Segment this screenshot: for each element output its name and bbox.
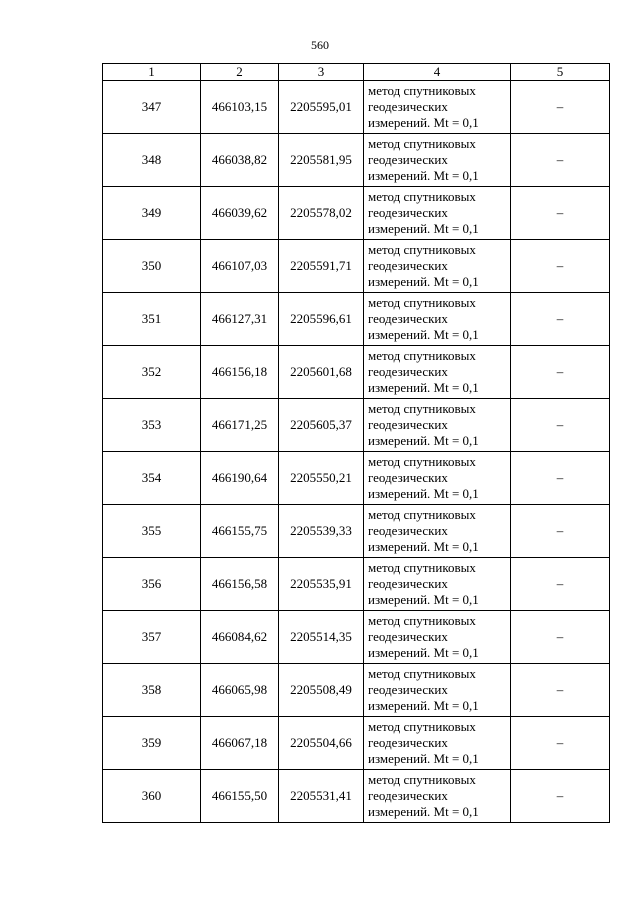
- method-cell: [364, 81, 511, 134]
- table-row: [103, 558, 610, 611]
- x-coordinate-cell: 466155,75: [201, 505, 279, 558]
- column-header: 1: [103, 64, 201, 81]
- y-coordinate-cell: 2205550,21: [279, 452, 364, 505]
- note-cell: –: [511, 187, 610, 240]
- y-coordinate-cell: 2205605,37: [279, 399, 364, 452]
- point-number-cell: 347: [103, 81, 201, 134]
- method-line: геодезических: [368, 788, 448, 803]
- method-cell: [364, 399, 511, 452]
- method-line: измерений. Mt = 0,1: [368, 486, 479, 501]
- method-line: метод спутниковых: [368, 242, 476, 257]
- x-coordinate-cell: 466127,31: [201, 293, 279, 346]
- y-coordinate-cell: 2205514,35: [279, 611, 364, 664]
- x-coordinate-cell: 466039,62: [201, 187, 279, 240]
- method-line: метод спутниковых: [368, 719, 476, 734]
- method-line: измерений. Mt = 0,1: [368, 751, 479, 766]
- method-cell: [364, 505, 511, 558]
- note-cell: –: [511, 558, 610, 611]
- point-number-cell: 350: [103, 240, 201, 293]
- point-number-cell: 354: [103, 452, 201, 505]
- table-header-row: [103, 64, 610, 81]
- method-line: метод спутниковых: [368, 83, 476, 98]
- method-line: измерений. Mt = 0,1: [368, 221, 479, 236]
- method-cell: [364, 293, 511, 346]
- note-cell: –: [511, 81, 610, 134]
- coordinates-table: [102, 63, 610, 823]
- method-line: метод спутниковых: [368, 560, 476, 575]
- method-line: измерений. Mt = 0,1: [368, 327, 479, 342]
- method-line: геодезических: [368, 523, 448, 538]
- method-line: измерений. Mt = 0,1: [368, 592, 479, 607]
- point-number-cell: 357: [103, 611, 201, 664]
- method-cell: [364, 770, 511, 823]
- y-coordinate-cell: 2205595,01: [279, 81, 364, 134]
- method-line: геодезических: [368, 99, 448, 114]
- method-line: измерений. Mt = 0,1: [368, 433, 479, 448]
- table-row: [103, 611, 610, 664]
- method-line: метод спутниковых: [368, 613, 476, 628]
- note-cell: –: [511, 505, 610, 558]
- point-number-cell: 351: [103, 293, 201, 346]
- point-number-cell: 348: [103, 134, 201, 187]
- method-cell: [364, 134, 511, 187]
- method-line: геодезических: [368, 152, 448, 167]
- table-row: [103, 452, 610, 505]
- y-coordinate-cell: 2205539,33: [279, 505, 364, 558]
- x-coordinate-cell: 466038,82: [201, 134, 279, 187]
- table-row: [103, 399, 610, 452]
- y-coordinate-cell: 2205578,02: [279, 187, 364, 240]
- table-row: [103, 134, 610, 187]
- method-line: измерений. Mt = 0,1: [368, 274, 479, 289]
- y-coordinate-cell: 2205591,71: [279, 240, 364, 293]
- x-coordinate-cell: 466065,98: [201, 664, 279, 717]
- point-number-cell: 352: [103, 346, 201, 399]
- x-coordinate-cell: 466084,62: [201, 611, 279, 664]
- method-line: метод спутниковых: [368, 189, 476, 204]
- column-header: 5: [511, 64, 610, 81]
- method-line: метод спутниковых: [368, 666, 476, 681]
- note-cell: –: [511, 134, 610, 187]
- point-number-cell: 359: [103, 717, 201, 770]
- method-cell: [364, 717, 511, 770]
- method-line: геодезических: [368, 258, 448, 273]
- method-line: метод спутниковых: [368, 401, 476, 416]
- x-coordinate-cell: 466156,18: [201, 346, 279, 399]
- table-row: [103, 187, 610, 240]
- y-coordinate-cell: 2205601,68: [279, 346, 364, 399]
- x-coordinate-cell: 466067,18: [201, 717, 279, 770]
- page-number: 560: [311, 38, 329, 52]
- method-line: геодезических: [368, 311, 448, 326]
- point-number-cell: 355: [103, 505, 201, 558]
- x-coordinate-cell: 466190,64: [201, 452, 279, 505]
- method-line: геодезических: [368, 417, 448, 432]
- method-line: метод спутниковых: [368, 136, 476, 151]
- method-line: измерений. Mt = 0,1: [368, 698, 479, 713]
- y-coordinate-cell: 2205581,95: [279, 134, 364, 187]
- table-row: [103, 664, 610, 717]
- method-line: геодезических: [368, 205, 448, 220]
- x-coordinate-cell: 466171,25: [201, 399, 279, 452]
- method-line: измерений. Mt = 0,1: [368, 645, 479, 660]
- point-number-cell: 349: [103, 187, 201, 240]
- method-line: измерений. Mt = 0,1: [368, 168, 479, 183]
- method-line: геодезических: [368, 470, 448, 485]
- x-coordinate-cell: 466155,50: [201, 770, 279, 823]
- point-number-cell: 358: [103, 664, 201, 717]
- method-cell: [364, 664, 511, 717]
- method-line: геодезических: [368, 629, 448, 644]
- column-header: 2: [201, 64, 279, 81]
- method-cell: [364, 240, 511, 293]
- column-header: 3: [279, 64, 364, 81]
- method-line: метод спутниковых: [368, 454, 476, 469]
- method-cell: [364, 187, 511, 240]
- method-line: измерений. Mt = 0,1: [368, 539, 479, 554]
- table-row: [103, 346, 610, 399]
- x-coordinate-cell: 466156,58: [201, 558, 279, 611]
- method-line: измерений. Mt = 0,1: [368, 804, 479, 819]
- method-line: метод спутниковых: [368, 348, 476, 363]
- note-cell: –: [511, 240, 610, 293]
- method-line: геодезических: [368, 576, 448, 591]
- method-line: геодезических: [368, 364, 448, 379]
- y-coordinate-cell: 2205535,91: [279, 558, 364, 611]
- method-cell: [364, 452, 511, 505]
- method-line: метод спутниковых: [368, 295, 476, 310]
- table-row: [103, 505, 610, 558]
- method-cell: [364, 611, 511, 664]
- note-cell: –: [511, 717, 610, 770]
- method-line: геодезических: [368, 682, 448, 697]
- method-cell: [364, 558, 511, 611]
- y-coordinate-cell: 2205596,61: [279, 293, 364, 346]
- note-cell: –: [511, 293, 610, 346]
- method-cell: [364, 346, 511, 399]
- note-cell: –: [511, 770, 610, 823]
- table-row: [103, 81, 610, 134]
- table-row: [103, 770, 610, 823]
- y-coordinate-cell: 2205531,41: [279, 770, 364, 823]
- point-number-cell: 353: [103, 399, 201, 452]
- table-row: [103, 717, 610, 770]
- note-cell: –: [511, 452, 610, 505]
- note-cell: –: [511, 346, 610, 399]
- method-line: метод спутниковых: [368, 772, 476, 787]
- y-coordinate-cell: 2205508,49: [279, 664, 364, 717]
- method-line: метод спутниковых: [368, 507, 476, 522]
- table-row: [103, 293, 610, 346]
- point-number-cell: 360: [103, 770, 201, 823]
- x-coordinate-cell: 466103,15: [201, 81, 279, 134]
- note-cell: –: [511, 611, 610, 664]
- y-coordinate-cell: 2205504,66: [279, 717, 364, 770]
- note-cell: –: [511, 399, 610, 452]
- method-line: геодезических: [368, 735, 448, 750]
- x-coordinate-cell: 466107,03: [201, 240, 279, 293]
- method-line: измерений. Mt = 0,1: [368, 380, 479, 395]
- point-number-cell: 356: [103, 558, 201, 611]
- method-line: измерений. Mt = 0,1: [368, 115, 479, 130]
- column-header: 4: [364, 64, 511, 81]
- note-cell: –: [511, 664, 610, 717]
- table-row: [103, 240, 610, 293]
